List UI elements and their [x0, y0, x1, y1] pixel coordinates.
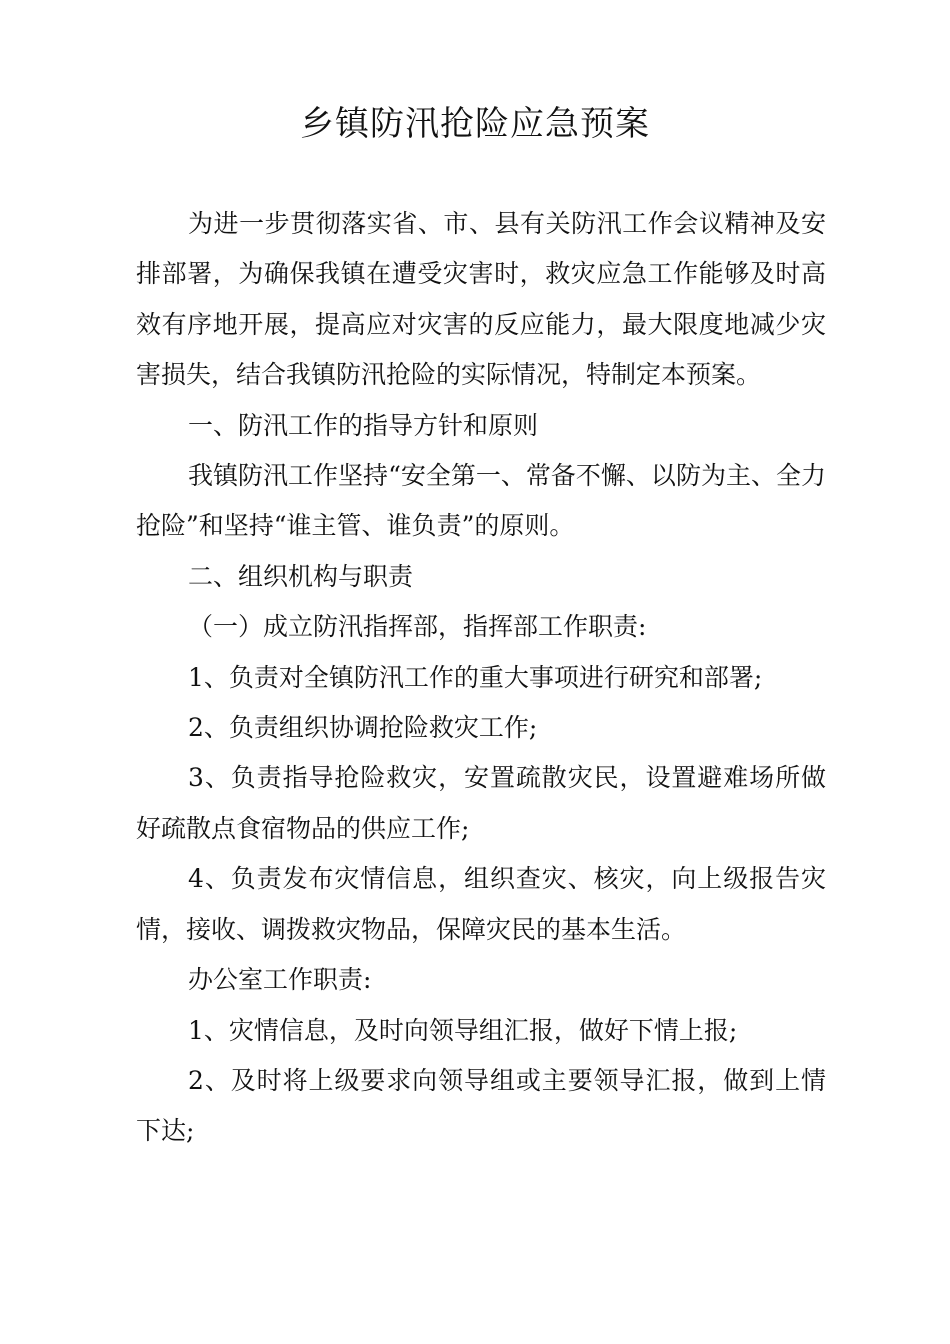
subsection-heading-office: 办公室工作职责:: [188, 965, 372, 995]
list-item: 3、负责指导抢险救灾，安置疏散灾民，设置避难场所做好疏散点食宿物品的供应工作;: [136, 763, 826, 843]
section-heading-organization: 二、组织机构与职责: [188, 561, 414, 591]
list-item: 1、灾情信息，及时向领导组汇报，做好下情上报;: [188, 1015, 738, 1045]
list-item: 1、负责对全镇防汛工作的重大事项进行研究和部署;: [188, 662, 763, 692]
list-item: 2、负责组织协调抢险救灾工作;: [188, 713, 538, 743]
list-item: 4、负责发布灾情信息，组织查灾、核灾，向上级报告灾情，接收、调拨救灾物品，保障灾民的基本生活。: [136, 864, 826, 944]
document-body: [136, 199, 826, 1157]
section-heading-principles: 一、防汛工作的指导方针和原则: [188, 410, 539, 440]
paragraph-principles: 我镇防汛工作坚持“安全第一、常备不懈、以防为主、全力抢险”和坚持“谁主管、谁负责”的原则。: [136, 461, 826, 541]
subsection-heading-command: （一）成立防汛指挥部，指挥部工作职责:: [188, 612, 647, 642]
document-title: 乡镇防汛抢险应急预案: [300, 104, 650, 144]
paragraph-intro: 为进一步贯彻落实省、市、县有关防汛工作会议精神及安排部署，为确保我镇在遭受灾害时，救灾应急工作能够及时高效有序地开展，提高应对灾害的反应能力，最大限度地减少灾害损失，结合我镇防汛抢险的实际情况，特制定本预案。: [136, 209, 826, 390]
list-item: 2、及时将上级要求向领导组或主要领导汇报，做到上情下达;: [136, 1065, 826, 1146]
